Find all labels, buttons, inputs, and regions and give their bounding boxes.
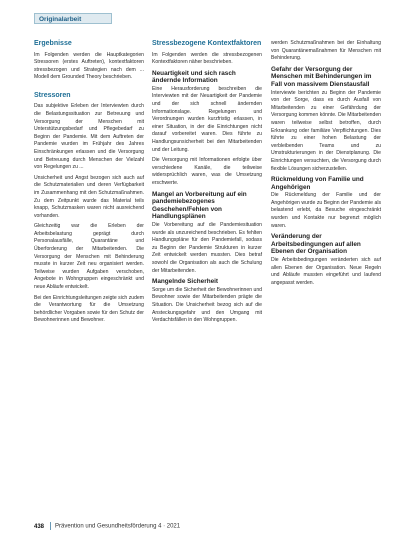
subheading-working-conditions: Veränderung der Arbeitsbedingungen auf allen Ebenen der Organisation: [271, 233, 361, 256]
paragraph: Eine Herausforderung beschreiben die Interviewten mit der Neuartigkeit der Pandemie und der sich schnell ändernden Informationslage. Regelungen und Verordnungen wurden kurzfristig erlassen, in einer Situation, in der die Einrichtungen nicht darauf vorbereitet waren. Dies führte zu Handlungsunsicherheit bei den Mitarbeitenden und der Leitung.: [152, 85, 262, 153]
subheading-lack-of-safety: Mangelnde Sicherheit: [152, 278, 219, 286]
subheading-family-feedback: Rückmeldung von Familie und Angehörigen: [271, 176, 364, 191]
paragraph: Bei den Einrichtungsleitungen zeigte sich zudem die Verantwortung für die Umsetzung behördlicher Vorgaben sowie für den Schutz der Bewohnerinnen und Bewohner.: [34, 294, 144, 324]
subheading-care-risk: Gefahr der Versorgung der Menschen mit Behinderungen im Fall von massivem Dienstausfall: [271, 65, 372, 88]
footer-divider: [50, 522, 51, 530]
heading-results: Ergebnisse: [34, 40, 72, 47]
heading-stressors: Stressoren: [34, 91, 71, 99]
page-footer: [34, 522, 180, 530]
subheading-novelty: Neuartigkeit und sich rasch ändernde Information: [152, 69, 236, 85]
paragraph: Unsicherheit und Angst bezogen sich auch auf die Schutzmaterialien und deren Verfügbarkeit im Zusammenhang mit den Schutzmaßnahmen. Zu dem Zeitpunkt wurde das Material teils knapp, Schutzmasken waren nicht ausreichend vorhanden.: [34, 174, 144, 219]
column-3: [271, 40, 381, 290]
paragraph: Sorge um die Sicherheit der Bewohnerinnen und Bewohner sowie der Mitarbeitenden prägte die Situation. Die Unsicherheit bezog sich auf die Ansteckungsgefahr und den Umgang mit Verdachtsfällen in den Wohngruppen.: [152, 286, 262, 324]
page-number: 438: [34, 523, 45, 530]
paragraph: Im Folgenden werden die stressbezogenen Kontextfaktoren näher beschrieben.: [152, 51, 262, 66]
paragraph: Die Versorgung mit Informationen erfolgte über verschiedene Kanäle, die teilweise widersprüchlich waren, was die Umsetzung erschwerte.: [152, 157, 262, 186]
section-badge: Originalarbeit: [34, 13, 112, 24]
paragraph: Interviewte berichten zu Beginn der Pandemie von der Sorge, dass es durch Ausfall von Mitarbeitenden zu einer Gefährdung der Versorgung kommen könnte. Die Mitarbeitenden waren teilweise selbst betroffen, durch Erkrankung oder familiäre Verpflichtungen. Dies führte zu einer hohen Belastung der verbleibenden Teams und zu Umstrukturierungen in der Dienstplanung. Die Einrichtungen versuchten, die Versorgung durch flexible Lösungen sicherzustellen.: [271, 89, 381, 172]
paragraph: Die Arbeitsbedingungen veränderten sich auf allen Ebenen der Organisation. Neue Regeln und Abläufe mussten eingeführt und laufend angepasst werden.: [271, 257, 381, 286]
heading-context-factors: Stressbezogene Kontextfaktoren: [152, 40, 262, 47]
paragraph: Gleichzeitig war die Erleben der Arbeitsbelastung geprägt durch Personalausfälle, Quarantäne und Überforderung der Mitarbeitenden. Die Versorgung der Menschen mit Behinderung musste in kurzer Zeit neu organisiert werden. Teilweise wurden Aufgaben verschoben, Angebote in Wohngruppen eingeschränkt und neue Abläufe entwickelt.: [34, 223, 144, 291]
paragraph: werden Schutzmaßnahmen bei der Einhaltung von Quarantänemaßnahmen für Menschen mit Behinderung.: [271, 40, 381, 62]
subheading-lack-of-preparation: Mangel an Vorbereitung auf ein pandemiebezogenes Geschehen/Fehlen von Handlungsplänen: [152, 190, 247, 221]
journal-name: Prävention und Gesundheitsförderung 4 · 2021: [55, 523, 181, 530]
column-1: [34, 40, 144, 328]
column-2: [152, 40, 262, 328]
paragraph: Die Vorbereitung auf die Pandemiesituation wurde als unzureichend beschrieben. Es fehlten Handlungspläne für den Pandemiefall, sodass zu Beginn der Pandemie Strukturen in kurzer Zeit entwickelt werden mussten. Dies betraf sowohl die Organisation als auch die Schulung der Mitarbeitenden.: [152, 221, 262, 274]
paragraph: Die Rückmeldung der Familie und der Angehörigen wurde zu Beginn der Pandemie als belastend erlebt, da Besuche eingeschränkt wurden und Kontakte nur begrenzt möglich waren.: [271, 192, 381, 229]
paragraph: Im Folgenden werden die Hauptkategorien Stressoren (erstes Auftreten), kontextfaktoren stressbezogen und Strategien nach dem ... Modell dem Grounded Theory beschrieben.: [34, 51, 144, 81]
paragraph: Das subjektive Erleben der Interviewten durch die Belastungssituation zur Betreuung und Versorgung der Menschen mit Unterstützungsbedarf und Pflegebedarf zu Beginn der Pandemie. Mit dem Auftreten der Pandemie wurden im Frühjahr des Jahres Einschränkungen erlassen und die Versorgung und Betreuung durch Menschen der Vielzahl von Regelungen zu ...: [34, 103, 144, 171]
